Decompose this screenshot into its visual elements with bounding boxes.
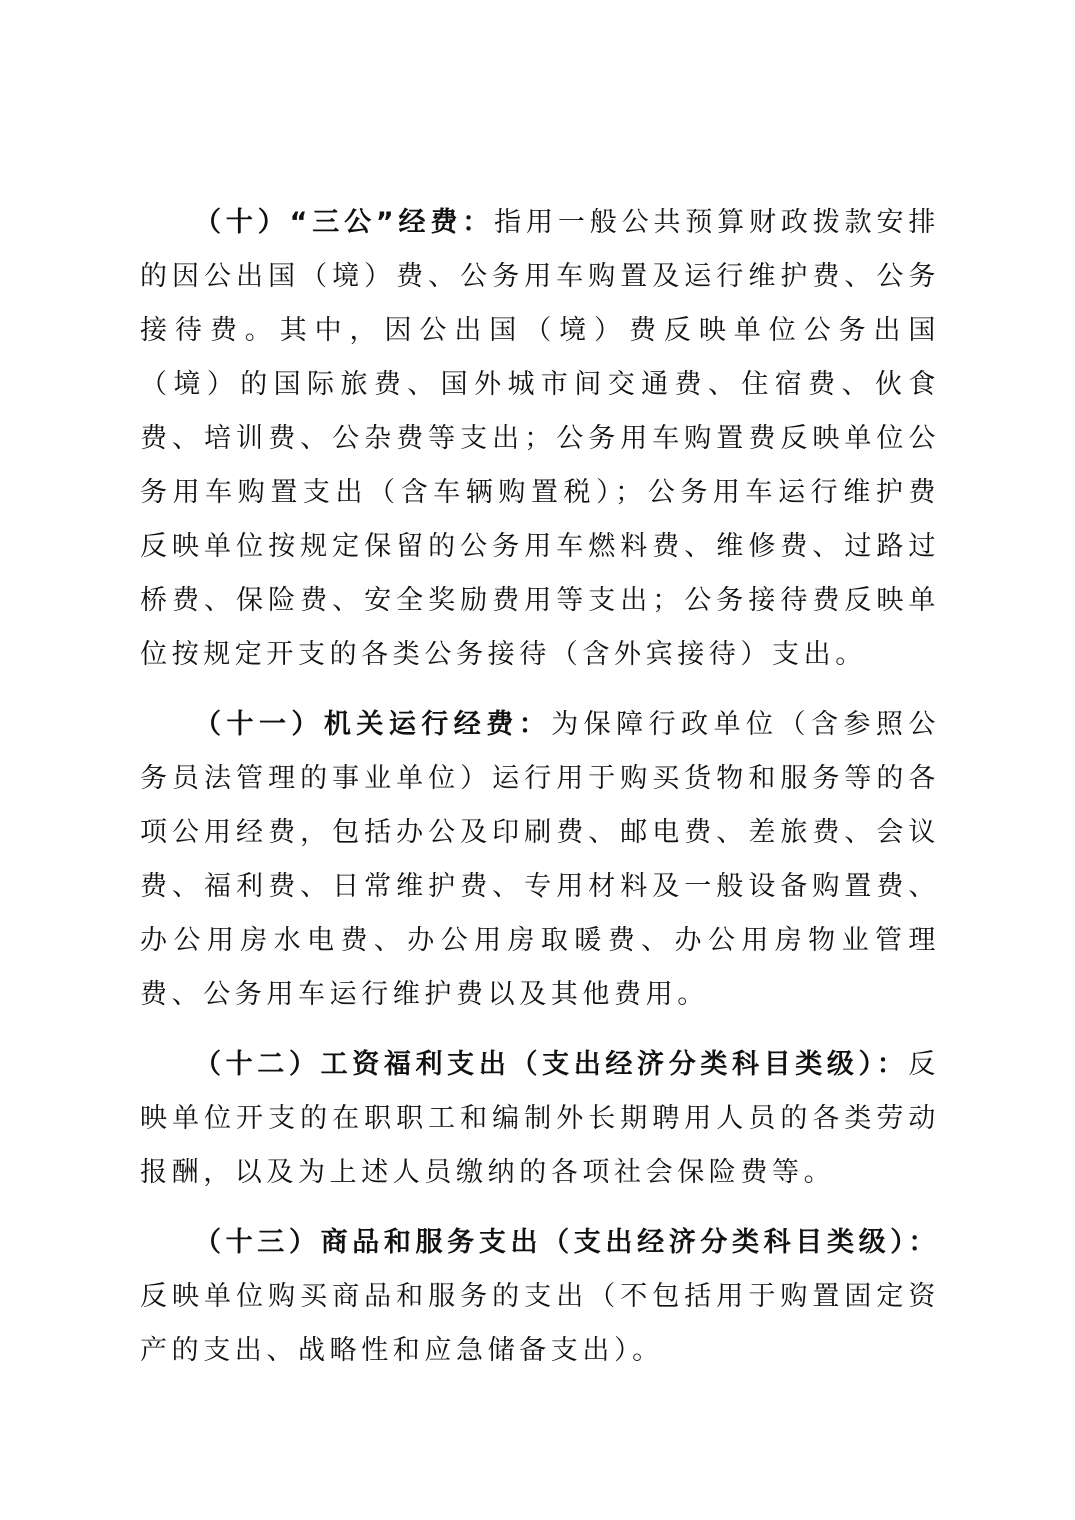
paragraph-san-gong-expenses	[140, 196, 940, 682]
term-goods-services-expenditure: （十三）商品和服务支出（支出经济分类科目类级）：	[194, 1227, 940, 1258]
document-page	[140, 196, 940, 1394]
paragraph-wages-welfare-expenditure	[140, 1038, 940, 1200]
definition-wages-welfare-expenditure: 反映单位开支的在职职工和编制外长期聘用人员的各类劳动报酬，以及为上述人员缴纳的各项社会保险费等。	[140, 1049, 940, 1188]
paragraph-goods-services-expenditure	[140, 1216, 940, 1378]
term-san-gong-expenses: （十）“三公”经费：	[194, 207, 495, 238]
definition-agency-operating-expenses: 为保障行政单位（含参照公务员法管理的事业单位）运行用于购买货物和服务等的各项公用经费，包括办公及印刷费、邮电费、差旅费、会议费、福利费、日常维护费、专用材料及一般设备购置费、办公用房水电费、办公用房取暖费、办公用房物业管理费、公务用车运行维护费以及其他费用。	[140, 709, 940, 1010]
definition-san-gong-expenses: 指用一般公共预算财政拨款安排的因公出国（境）费、公务用车购置及运行维护费、公务接待费。其中，因公出国（境）费反映单位公务出国（境）的国际旅费、国外城市间交通费、住宿费、伙食费、培训费、公杂费等支出；公务用车购置费反映单位公务用车购置支出（含车辆购置税）；公务用车运行维护费反映单位按规定保留的公务用车燃料费、维修费、过路过桥费、保险费、安全奖励费用等支出；公务接待费反映单位按规定开支的各类公务接待（含外宾接待）支出。	[140, 207, 940, 670]
definition-goods-services-expenditure: 反映单位购买商品和服务的支出（不包括用于购置固定资产的支出、战略性和应急储备支出）。	[140, 1281, 940, 1366]
paragraph-agency-operating-expenses	[140, 698, 940, 1022]
term-wages-welfare-expenditure: （十二）工资福利支出（支出经济分类科目类级）：	[194, 1049, 909, 1080]
term-agency-operating-expenses: （十一）机关运行经费：	[194, 709, 552, 740]
